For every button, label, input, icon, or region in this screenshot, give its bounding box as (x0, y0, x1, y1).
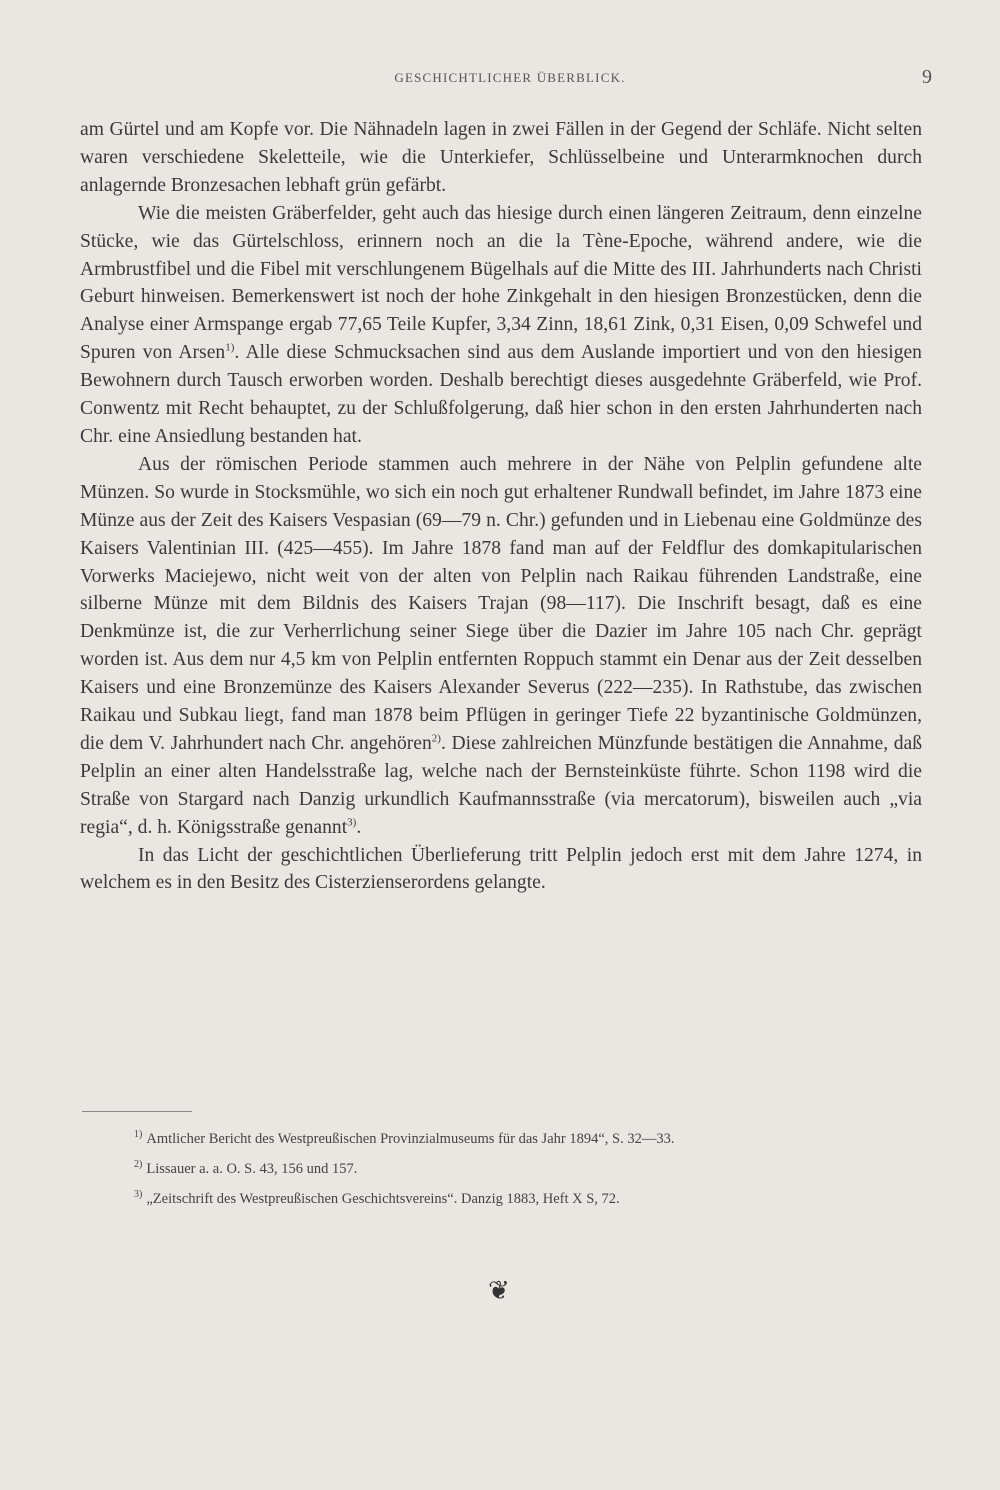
fleuron-ornament-icon: ❦ (488, 1276, 510, 1305)
footnote-ref-3[interactable]: 3) (347, 816, 357, 829)
running-title: GESCHICHTLICHER ÜBERBLICK. (394, 70, 626, 85)
main-text (80, 116, 922, 897)
footnote-3: $^{3)}$ „Zeitschrift des Westpreußischen Geschichtsvereins“. Danzig 1883, Heft X S, 72. (134, 1188, 620, 1207)
page-header (80, 66, 940, 92)
page-number: 9 (922, 66, 932, 88)
paragraph-3: Aus der römischen Periode stammen auch mehrere in der Nähe von Pelplin gefundene alte Münzen. So wurde in Stocksmühle, wo sich ein noch gut erhaltener Rundwall befindet, im Jahre 1873 eine Münze aus der Zeit des Kaisers Vespasian (69—79 n. Chr.) gefunden und in Liebenau eine Goldmünze des Kaisers Valentinian III. (425—455). Im Jahre 1878 fand man auf der Feldflur des domkapitularischen Vorwerks Maciejewo, nicht weit von der alten von Pelplin nach Raikau führenden Landstraße, eine silberne Münze mit dem Bildnis des Kaisers Trajan (98—117). Die Inschrift besagt, daß es eine Denkmünze ist, die zur Verherrlichung seiner Siege über die Dazier im Jahre 105 nach Chr. geprägt worden ist. Aus dem nur 4,5 km von Pelplin entfernten Roppuch stammt ein Denar aus der Zeit desselben Kaisers und eine Bronzemünze des Kaisers Alexander Severus (222—235). In Rathstube, das zwischen Raikau und Subkau liegt, fand man 1878 beim Pflügen in geringer Tiefe 22 byzantinische Goldmünzen, die dem V. Jahrhundert nach Chr. angehören$^{2)}$. Diese zahlreichen Münzfunde bestätigen die Annahme, daß Pelplin an einer alten Handelsstraße lag, welche nach der Bernsteinküste führte. Schon 1198 wird die Straße von Stargard nach Danzig urkundlich Kaufmannsstraße (via mercatorum), bisweilen auch „via regia“, d. h. Königsstraße genannt$^{3)}$. (80, 453, 922, 838)
footnotes (134, 1122, 934, 1211)
footnote-2: $^{2)}$ Lissauer a. a. O. S. 43, 156 und 157. (134, 1158, 358, 1177)
footnote-ref-2[interactable]: 2) (431, 732, 441, 745)
footnote-divider (82, 1111, 192, 1112)
paragraph-1: am Gürtel und am Kopfe vor. Die Nähnadeln lagen in zwei Fällen in der Gegend der Schläfe. Nicht selten waren verschiedene Skeletteile, wie die Unterkiefer, Schlüsselbeine und Unterarmknochen durch anlagernde Bronzesachen lebhaft grün gefärbt. (80, 119, 922, 196)
footnote-1: $^{1)}$ Amtlicher Bericht des Westpreußischen Provinzialmuseums für das Jahr 1894“, S. 32—33. (134, 1129, 675, 1147)
footnote-ref-1[interactable]: 1) (225, 341, 235, 354)
paragraph-4: In das Licht der geschichtlichen Überlieferung tritt Pelplin jedoch erst mit dem Jahre 1274, in welchem es in den Besitz des Cisterzienserordens gelangte. (80, 844, 922, 894)
paragraph-2: Wie die meisten Gräberfelder, geht auch das hiesige durch einen längeren Zeitraum, denn einzelne Stücke, wie das Gürtelschloss, erinnern noch an die la Tène-Epoche, während andere, wie die Armbrustfibel und die Fibel mit verschlungenem Bügelhals auf die Mitte des III. Jahrhunderts nach Christi Geburt hinweisen. Bemerkenswert ist noch der hohe Zinkgehalt in den hiesigen Bronzestücken, denn die Analyse einer Armspange ergab 77,65 Teile Kupfer, 3,34 Zinn, 18,61 Zink, 0,31 Eisen, 0,09 Schwefel und Spuren von Arsen$^{1)}$. Alle diese Schmucksachen sind aus dem Auslande importiert und von den hiesigen Bewohnern durch Tausch erworben worden. Deshalb berechtigt dieses ausgedehnte Gräberfeld, wie Prof. Conwentz mit Recht behauptet, zu der Schlußfolgerung, daß hier schon in den ersten Jahrhunderten nach Chr. eine Ansiedlung bestanden hat. (80, 202, 922, 447)
